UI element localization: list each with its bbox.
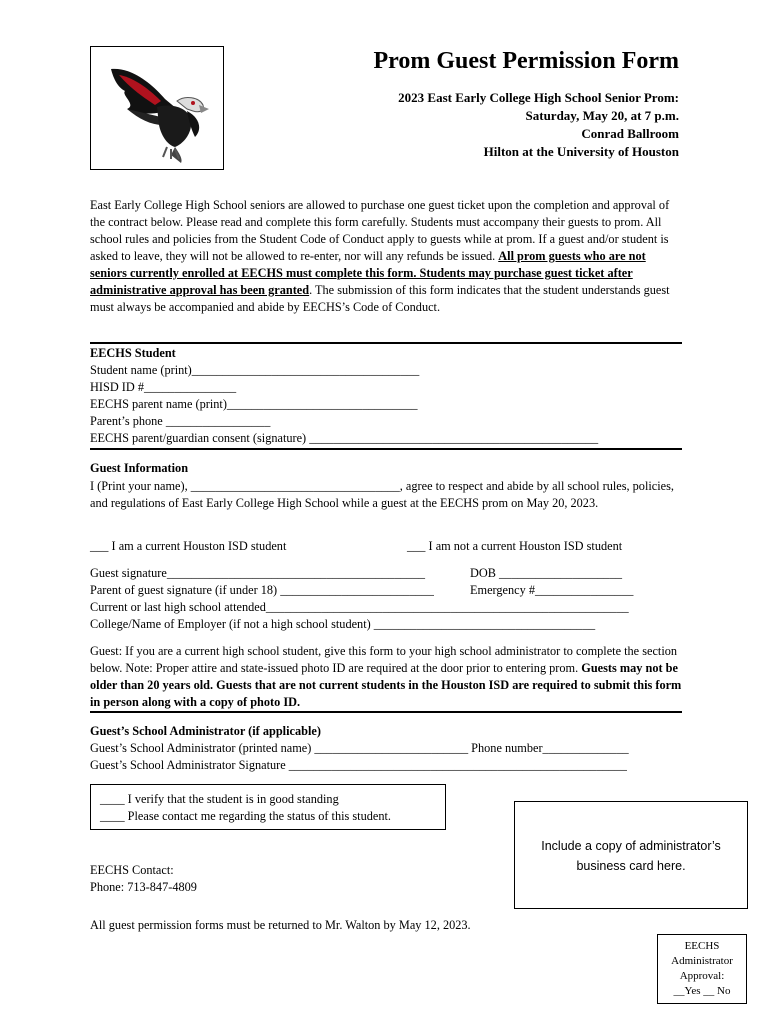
admin-signature-field[interactable]: Guest’s School Administrator Signature _______________________________________________________ — [90, 758, 627, 772]
contact-label: EECHS Contact: — [90, 863, 174, 877]
section-divider — [90, 711, 682, 713]
college-employer-field[interactable]: College/Name of Employer (if not a high school student) ____________________________________ — [90, 617, 596, 631]
return-note: All guest permission forms must be returned to Mr. Walton by May 12, 2023. — [90, 918, 471, 932]
intro-text-2: . The submission of this form indicates that the student understands guest must always be accompanied and abide by EECHS’s Code of Conduct. — [90, 283, 670, 314]
parent-name-field[interactable]: EECHS parent name (print)_______________________________ — [90, 397, 418, 411]
approval-line-3: Approval: — [679, 970, 725, 982]
event-line-4: Hilton at the University of Houston — [483, 144, 679, 159]
approval-line-1: EECHS — [684, 940, 720, 952]
section-divider — [90, 342, 682, 344]
card-instruction-1: Include a copy of administrator’s — [541, 839, 721, 853]
intro-requirement: All prom guests who are not seniors currently enrolled at EECHS must complete this form. Students may purchase guest ticket after administrative approval has been granted — [90, 249, 646, 297]
emergency-field[interactable]: Emergency #________________ — [470, 583, 634, 597]
hisd-id-field[interactable]: HISD ID #_______________ — [90, 380, 237, 394]
guest-signature-field[interactable]: Guest signature__________________________________________ — [90, 566, 426, 580]
event-line-1: 2023 East Early College High School Senior Prom: — [398, 90, 679, 105]
event-line-3: Conrad Ballroom — [581, 126, 679, 141]
admin-approval-box — [657, 934, 747, 1004]
form-title: Prom Guest Permission Form — [373, 48, 679, 74]
parent-phone-field[interactable]: Parent’s phone _________________ — [90, 414, 271, 428]
contact-phone: Phone: 713-847-4809 — [90, 880, 197, 894]
current-hisd-option[interactable]: ___ I am a current Houston ISD student — [90, 539, 287, 553]
approval-options[interactable]: __Yes __ No — [673, 985, 731, 997]
admin-heading: Guest’s School Administrator (if applicable) — [90, 724, 321, 738]
not-current-hisd-option[interactable]: ___ I am not a current Houston ISD student — [407, 539, 623, 553]
verify-contact-me[interactable]: ____ Please contact me regarding the status of this student. — [100, 809, 391, 823]
guest-note-text: Guest: If you are a current high school student, give this form to your high school administrator to complete the section below. Note: Proper attire and state-issued photo ID are required at the door prior to entering prom. — [90, 644, 678, 675]
intro-paragraph — [90, 197, 682, 316]
parent-signature-field[interactable]: Parent of guest signature (if under 18) _________________________ — [90, 583, 434, 597]
business-card-box — [514, 801, 748, 909]
guest-note — [90, 643, 682, 711]
intro-text: East Early College High School seniors are allowed to purchase one guest ticket upon the completion and approval of the contract below. Please read and complete this form carefully. Students must accompany their guests to prom. All school rules and policies from the Student Code of Conduct apply to guests while at prom. If a guest and/or student is asked to leave, they will not be allowed to re-enter, nor will any refunds be issued. — [90, 198, 670, 263]
last-school-field[interactable]: Current or last high school attended___________________________________________________________ — [90, 600, 629, 614]
card-instruction-2: business card here. — [576, 859, 686, 873]
school-logo-frame — [90, 46, 224, 170]
dob-field[interactable]: DOB ____________________ — [470, 566, 623, 580]
guest-note-requirement: Guests may not be older than 20 years old. Guests that are not current students in the Houston ISD are required to submit this form in person along with a copy of photo ID. — [90, 661, 682, 709]
section-divider — [90, 448, 682, 450]
verify-good-standing[interactable]: ____ I verify that the student is in good standing — [100, 792, 339, 806]
event-line-2: Saturday, May 20, at 7 p.m. — [525, 108, 679, 123]
student-heading: EECHS Student — [90, 346, 176, 360]
approval-line-2: Administrator — [671, 955, 733, 967]
eagle-logo-icon — [91, 47, 223, 169]
admin-name-field[interactable]: Guest’s School Administrator (printed name) _________________________ Phone number______________ — [90, 741, 629, 755]
guest-heading: Guest Information — [90, 461, 189, 475]
guest-agreement[interactable]: I (Print your name), __________________________________, agree to respect and abide by all school rules, policies, and regulations of East Early College High School while a guest at the EECHS prom on May 20, 2023. — [90, 479, 674, 510]
student-name-field[interactable]: Student name (print)_____________________________________ — [90, 363, 420, 377]
parent-consent-field[interactable]: EECHS parent/guardian consent (signature) _______________________________________________ — [90, 431, 599, 445]
